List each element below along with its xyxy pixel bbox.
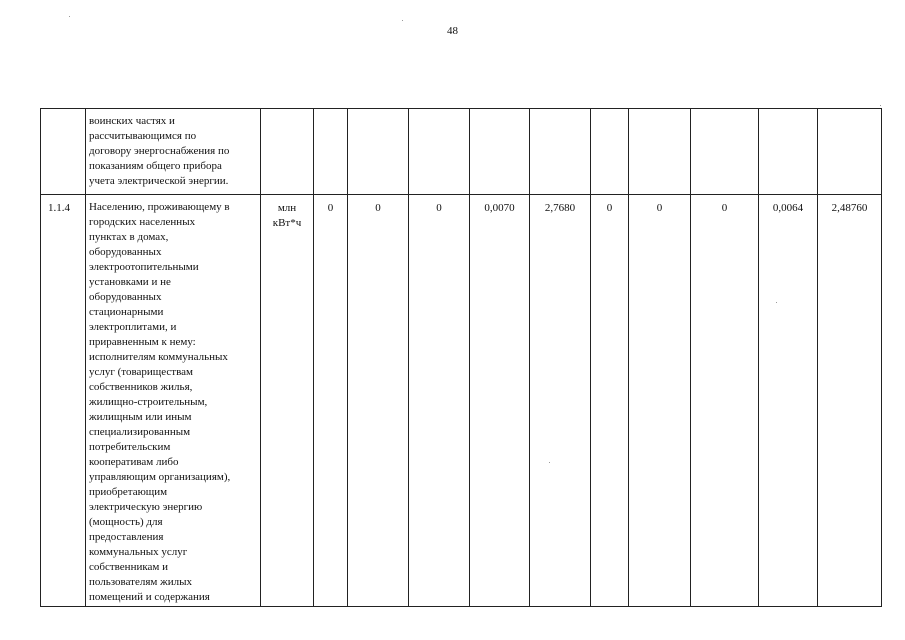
empty-cell bbox=[591, 109, 629, 195]
description-cell bbox=[86, 195, 261, 607]
empty-cell bbox=[261, 109, 314, 195]
unit-line: млн bbox=[277, 202, 297, 214]
description-line: управляющим организациям), bbox=[89, 471, 231, 483]
scan-speck bbox=[880, 105, 881, 106]
row-number-cell bbox=[41, 109, 86, 195]
scan-speck bbox=[69, 16, 70, 17]
row-number-cell: 1.1.4 bbox=[41, 195, 86, 607]
description-line: рассчитывающимся по bbox=[89, 130, 197, 142]
description-line: показаниям общего прибора bbox=[89, 160, 222, 172]
value-cell: 0 bbox=[629, 195, 691, 607]
scan-speck bbox=[402, 20, 403, 21]
description-line: учета электрической энергии. bbox=[89, 175, 229, 187]
description-line: собственникам и bbox=[89, 561, 168, 573]
empty-cell bbox=[629, 109, 691, 195]
unit-cell bbox=[261, 195, 314, 607]
description-line: электроплитами, и bbox=[89, 321, 177, 333]
value-cell: 2,48760 bbox=[818, 195, 882, 607]
description-line: предоставления bbox=[89, 531, 164, 543]
description-line: приобретающим bbox=[89, 486, 168, 498]
description-cell bbox=[86, 109, 261, 195]
scan-speck bbox=[776, 302, 777, 303]
description-line: электроотопительными bbox=[89, 261, 199, 273]
description-line: оборудованных bbox=[89, 291, 162, 303]
description-line: специализированным bbox=[89, 426, 191, 438]
empty-cell bbox=[691, 109, 759, 195]
empty-cell bbox=[818, 109, 882, 195]
value-cell: 0,0070 bbox=[470, 195, 530, 607]
description-line: договору энергоснабжения по bbox=[89, 145, 230, 157]
empty-cell bbox=[409, 109, 470, 195]
description-line: помещений и содержания bbox=[89, 591, 210, 603]
description-line: электрическую энергию bbox=[89, 501, 203, 513]
value-cell: 0 bbox=[314, 195, 348, 607]
description-line: Населению, проживающему в bbox=[89, 201, 230, 213]
description-line: пользователям жилых bbox=[89, 576, 192, 588]
description-line: приравненным к нему: bbox=[89, 336, 196, 348]
scan-speck bbox=[549, 462, 550, 463]
description-line: установками и не bbox=[89, 276, 171, 288]
description-line: потребительским bbox=[89, 441, 171, 453]
description-line: (мощность) для bbox=[89, 516, 163, 528]
value-cell: 2,7680 bbox=[530, 195, 591, 607]
tariff-table bbox=[40, 108, 882, 607]
description-line: стационарными bbox=[89, 306, 164, 318]
table-row-1-1-4 bbox=[41, 195, 882, 607]
description-line: жилищно-строительным, bbox=[89, 396, 208, 408]
value-cell: 0 bbox=[409, 195, 470, 607]
description-line: оборудованных bbox=[89, 246, 162, 258]
table-row-continued bbox=[41, 109, 882, 195]
empty-cell bbox=[759, 109, 818, 195]
value-cell: 0 bbox=[691, 195, 759, 607]
description-line: собственников жилья, bbox=[89, 381, 193, 393]
value-cell: 0 bbox=[348, 195, 409, 607]
description-line: городских населенных bbox=[89, 216, 196, 228]
empty-cell bbox=[348, 109, 409, 195]
description-line: жилищным или иным bbox=[89, 411, 192, 423]
description-line: пунктах в домах, bbox=[89, 231, 169, 243]
empty-cell bbox=[470, 109, 530, 195]
description-line: воинских частях и bbox=[89, 115, 175, 127]
value-cell: 0 bbox=[591, 195, 629, 607]
description-line: услуг (товариществам bbox=[89, 366, 193, 378]
description-line: коммунальных услуг bbox=[89, 546, 188, 558]
description-line: исполнителям коммунальных bbox=[89, 351, 228, 363]
page-number: 48 bbox=[447, 25, 458, 37]
description-line: кооперативам либо bbox=[89, 456, 179, 468]
value-cell: 0,0064 bbox=[759, 195, 818, 607]
unit-line: кВт*ч bbox=[272, 217, 302, 229]
empty-cell bbox=[314, 109, 348, 195]
empty-cell bbox=[530, 109, 591, 195]
